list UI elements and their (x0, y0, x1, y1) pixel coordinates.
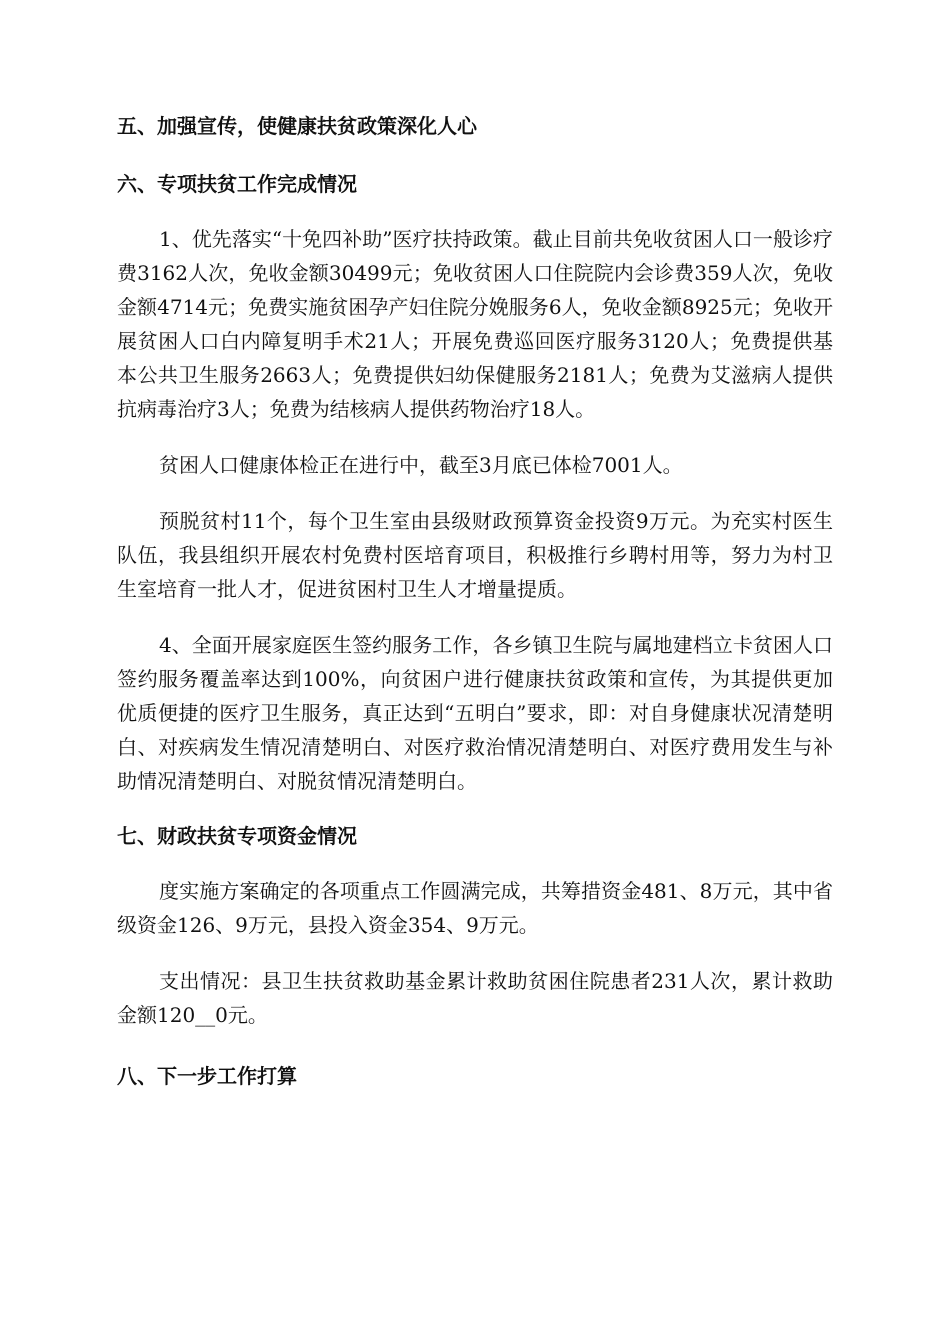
spacer (117, 146, 833, 164)
spacer (117, 606, 833, 628)
spacer (117, 798, 833, 816)
section-heading-8: 八、下一步工作打算 (117, 1064, 297, 1088)
paragraph-family-doctor: 4、全面开展家庭医生签约服务工作，各乡镇卫生院与属地建档立卡贫困人口签约服务覆盖率达到100%，向贫困户进行健康扶贫政策和宣传，为其提供更加优质便捷的医疗卫生服务，真正达到“五明白”要求，即：对自身健康状况清楚明白、对疾病发生情况清楚明白、对医疗救治情况清楚明白、对医疗费用发生与补助情况清楚明白、对脱贫情况清楚明白。 (117, 633, 833, 793)
spacer (117, 426, 833, 448)
spacer (117, 942, 833, 964)
section-heading-7: 七、财政扶贫专项资金情况 (117, 824, 357, 848)
section-heading-5: 五、加强宣传，使健康扶贫政策深化人心 (117, 114, 477, 138)
paragraph-village-clinics: 预脱贫村11个，每个卫生室由县级财政预算资金投资9万元。为充实村医生队伍，我县组织开展农村免费村医培育项目，积极推行乡聘村用等，努力为村卫生室培育一批人才，促进贫困村卫生人才增量提质。 (117, 509, 833, 601)
paragraph-ten-exemptions: 1、优先落实“十免四补助”医疗扶持政策。截止目前共免收贫困人口一般诊疗费3162人次，免收金额30499元；免收贫困人口住院院内会诊费359人次，免收金额4714元；免费实施贫困孕产妇住院分娩服务6人，免收金额8925元；免收开展贫困人口白内障复明手术21人；开展免费巡回医疗服务3120人；免费提供基本公共卫生服务2663人；免费提供妇幼保健服务2181人；免费为艾滋病人提供抗病毒治疗3人；免费为结核病人提供药物治疗18人。 (117, 227, 833, 421)
section-heading-6: 六、专项扶贫工作完成情况 (117, 172, 357, 196)
spacer (117, 856, 833, 874)
spacer (117, 1032, 833, 1056)
document-body (117, 106, 833, 1096)
spacer (117, 204, 833, 222)
spacer (117, 482, 833, 504)
paragraph-funding: 度实施方案确定的各项重点工作圆满完成，共筹措资金481、8万元，其中省级资金126、9万元，县投入资金354、9万元。 (117, 879, 833, 937)
paragraph-health-checkup: 贫困人口健康体检正在进行中，截至3月底已体检7001人。 (159, 453, 683, 477)
paragraph-expenditure: 支出情况：县卫生扶贫救助基金累计救助贫困住院患者231人次，累计救助金额120__0元。 (117, 969, 833, 1027)
